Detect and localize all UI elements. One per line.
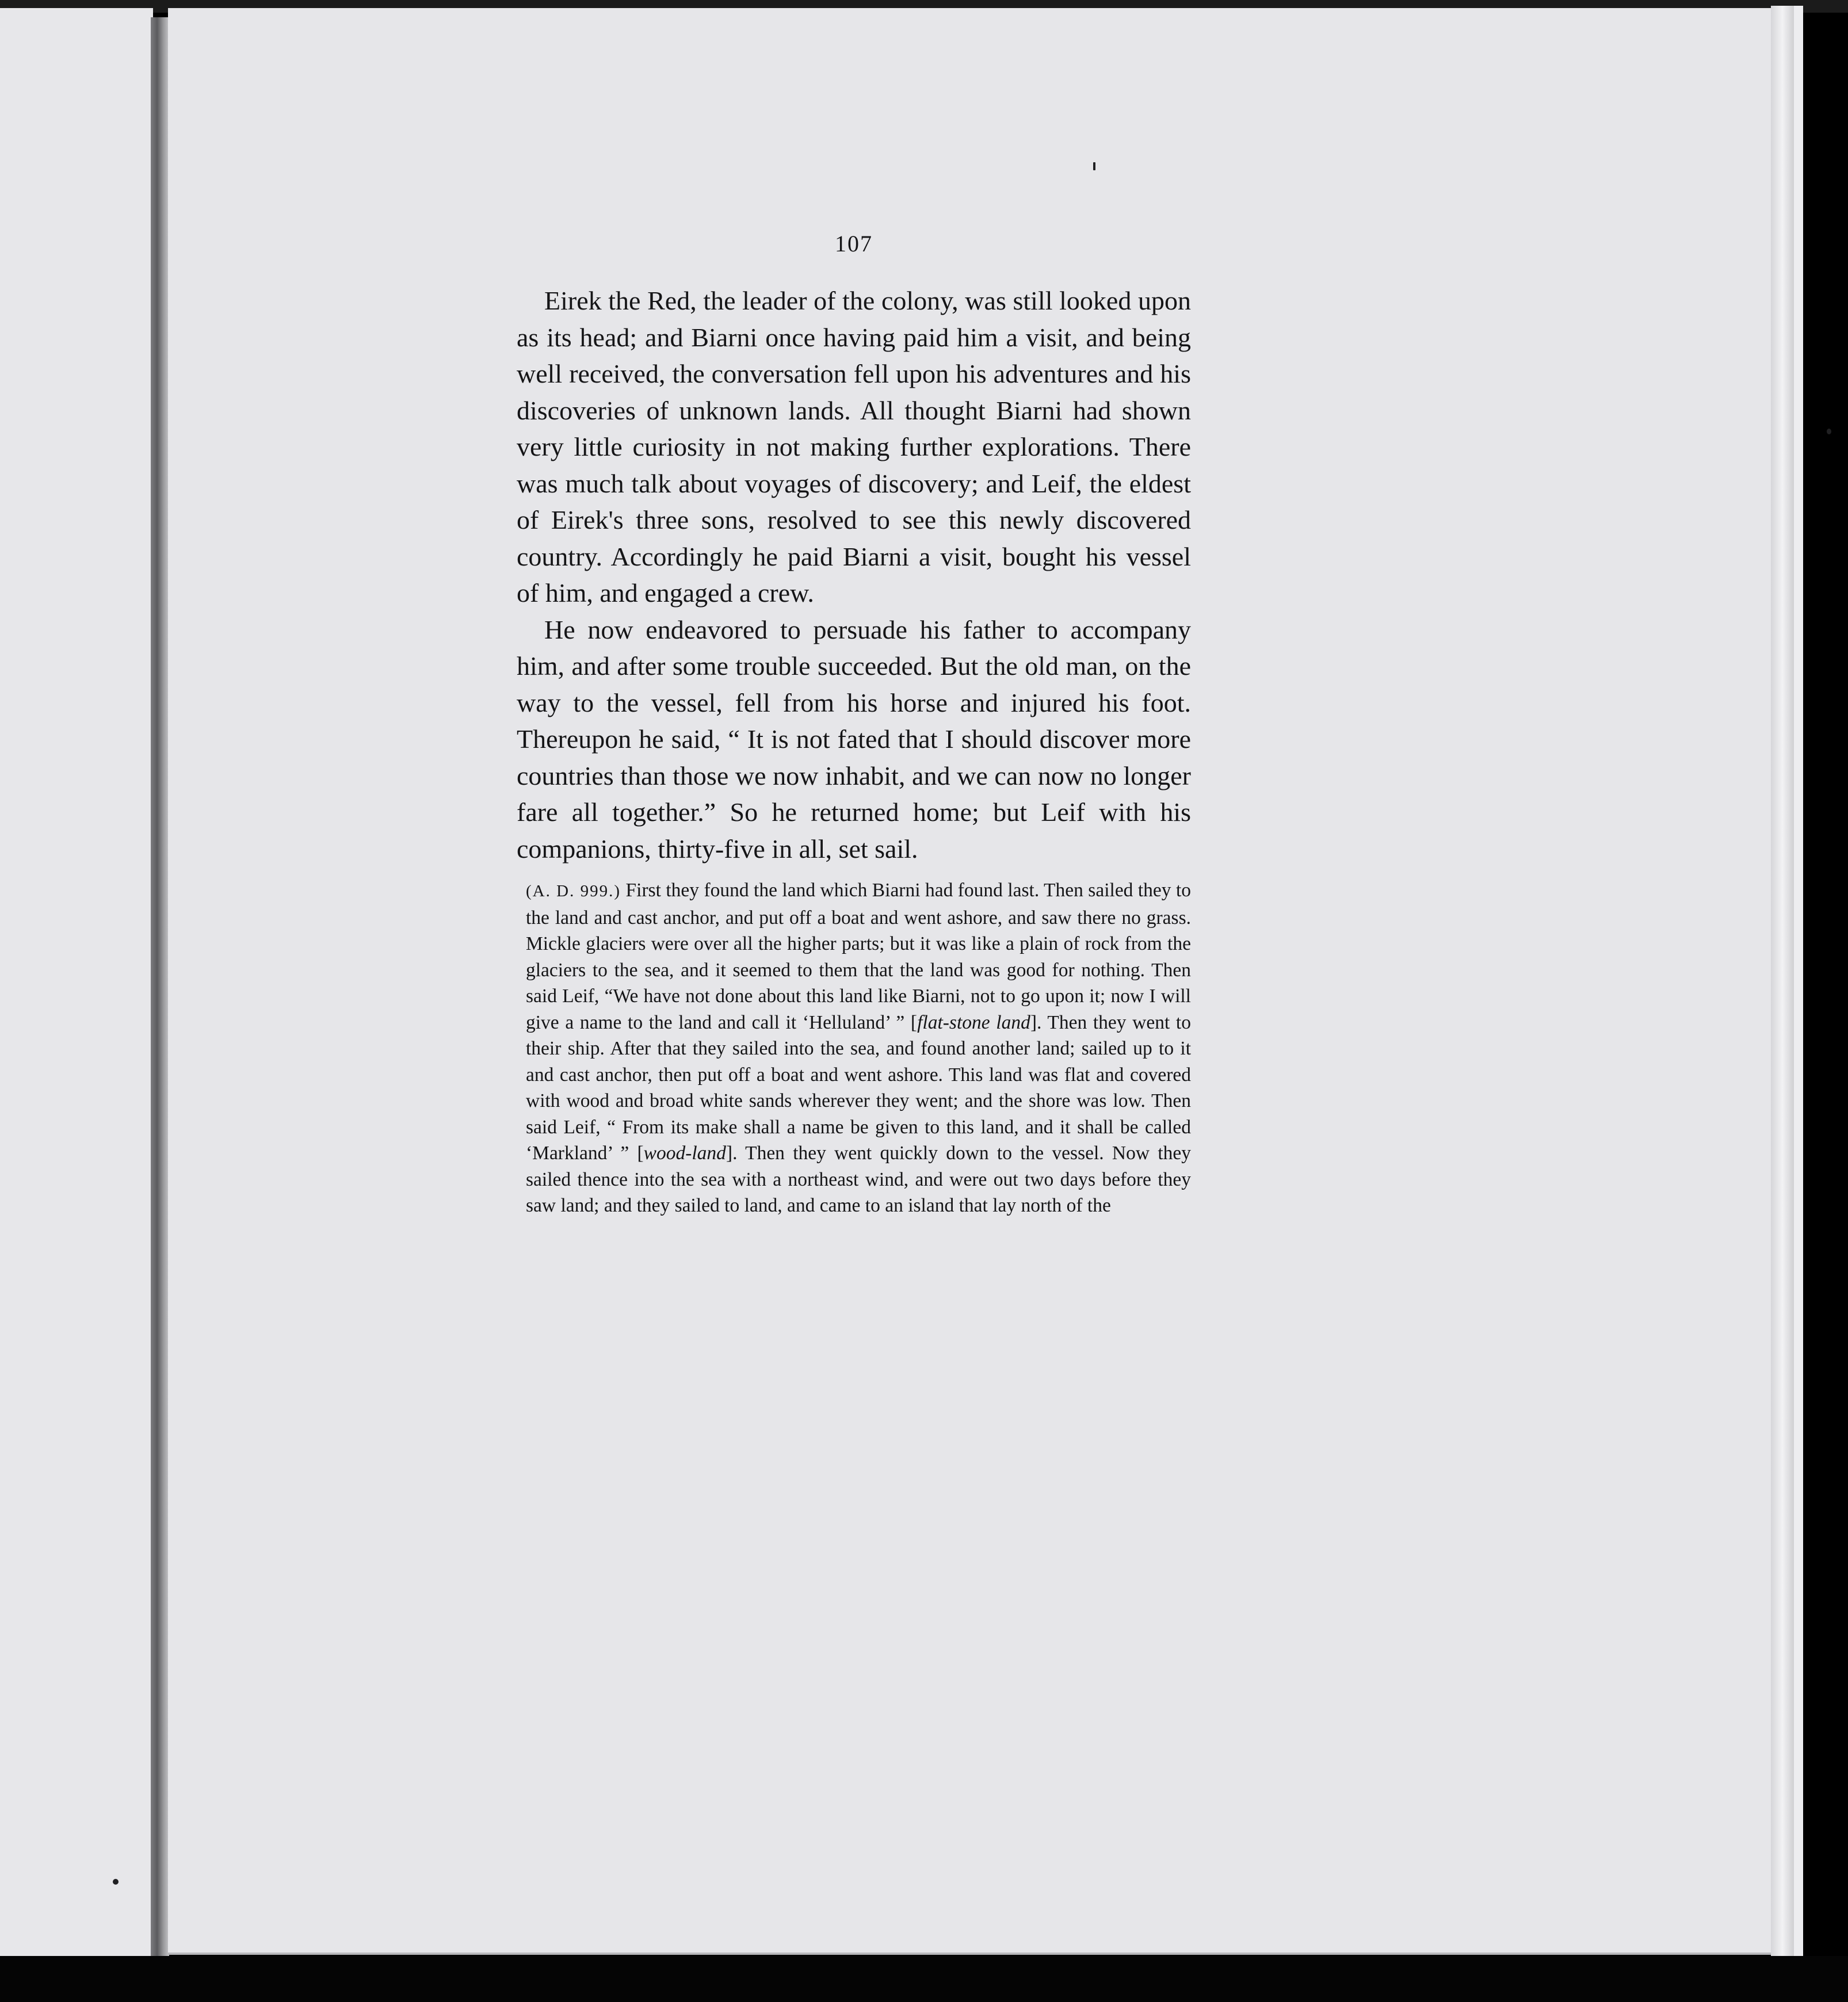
body-paragraph: He now endeavored to persuade his father to accompany him, and after some trouble succeeded. But the old man, on the way to the vessel, fell from his horse and injured his foot. Thereupon he said, “ It is not fated that I should discover more countries than those we now inhabit, and we can now no longer fare all together.” So he returned home; but Leif with his companions, thirty-five in all, set sail.	[517, 614, 1191, 864]
page-fore-edge	[1771, 6, 1794, 1956]
dust-speck	[1093, 162, 1095, 170]
gloss-wood-land: wood-land	[643, 1143, 726, 1164]
bottom-scan-border	[0, 1956, 1848, 2002]
extract-text: ]. Then they went to their ship. After that they sailed into the sea, and found another land; sailed up to it and cast anchor, then put off a boat and went ashore. This land was flat and covered with wood and broad white sands wherever they went; and the shore was low. Then said Leif, “ From its make shall a name be given to this land, and it shall be called ‘Markland’ ” [	[526, 1011, 1191, 1164]
extract-text: ]. Then they went quickly down to the vessel. Now they sailed thence into the sea with a northeast wind, and were out two days before they saw land; and they sailed to land, and came to an island that lay north of the	[526, 1143, 1191, 1216]
page-fore-edge-outer	[1794, 6, 1803, 1956]
extract-text: First they found the land which Biarni had found last. Then sailed they to the land and cast anchor, and put off a boat and went ashore, and saw there no grass. Mickle glaciers were over all the higher parts; but it was like a plain of rock from the glaciers to the sea, and it seemed to them that the land was good for nothing. Then said Leif, “We have not done about this land like Biarni, not to go upon it; now I will give a name to the land and call it ‘Helluland’ ” [	[526, 880, 1192, 1033]
gloss-flat-stone-land: flat-stone land	[917, 1011, 1030, 1033]
left-page-edge	[0, 8, 153, 1959]
page-text	[517, 230, 1191, 1219]
dust-speck	[113, 1879, 119, 1885]
dust-speck	[1827, 429, 1831, 434]
extract-date: (A. D. 999.)	[526, 882, 621, 900]
page-number: 107	[835, 231, 873, 257]
saga-extract	[526, 877, 1191, 1219]
book-gutter	[151, 17, 169, 1956]
body-paragraph: Eirek the Red, the leader of the colony, was still looked upon as its head; and Biarni once having paid him a visit, and being well received, the conversation fell upon his adventures and his discoveries of unknown lands. All thought Biarni had shown very little curiosity in not making further explorations. There was much talk about voyages of discovery; and Leif, the eldest of Eirek's three sons, resolved to see this newly discovered country. Accordingly he paid Biarni a visit, bought his vessel of him, and engaged a crew.	[517, 286, 1191, 608]
